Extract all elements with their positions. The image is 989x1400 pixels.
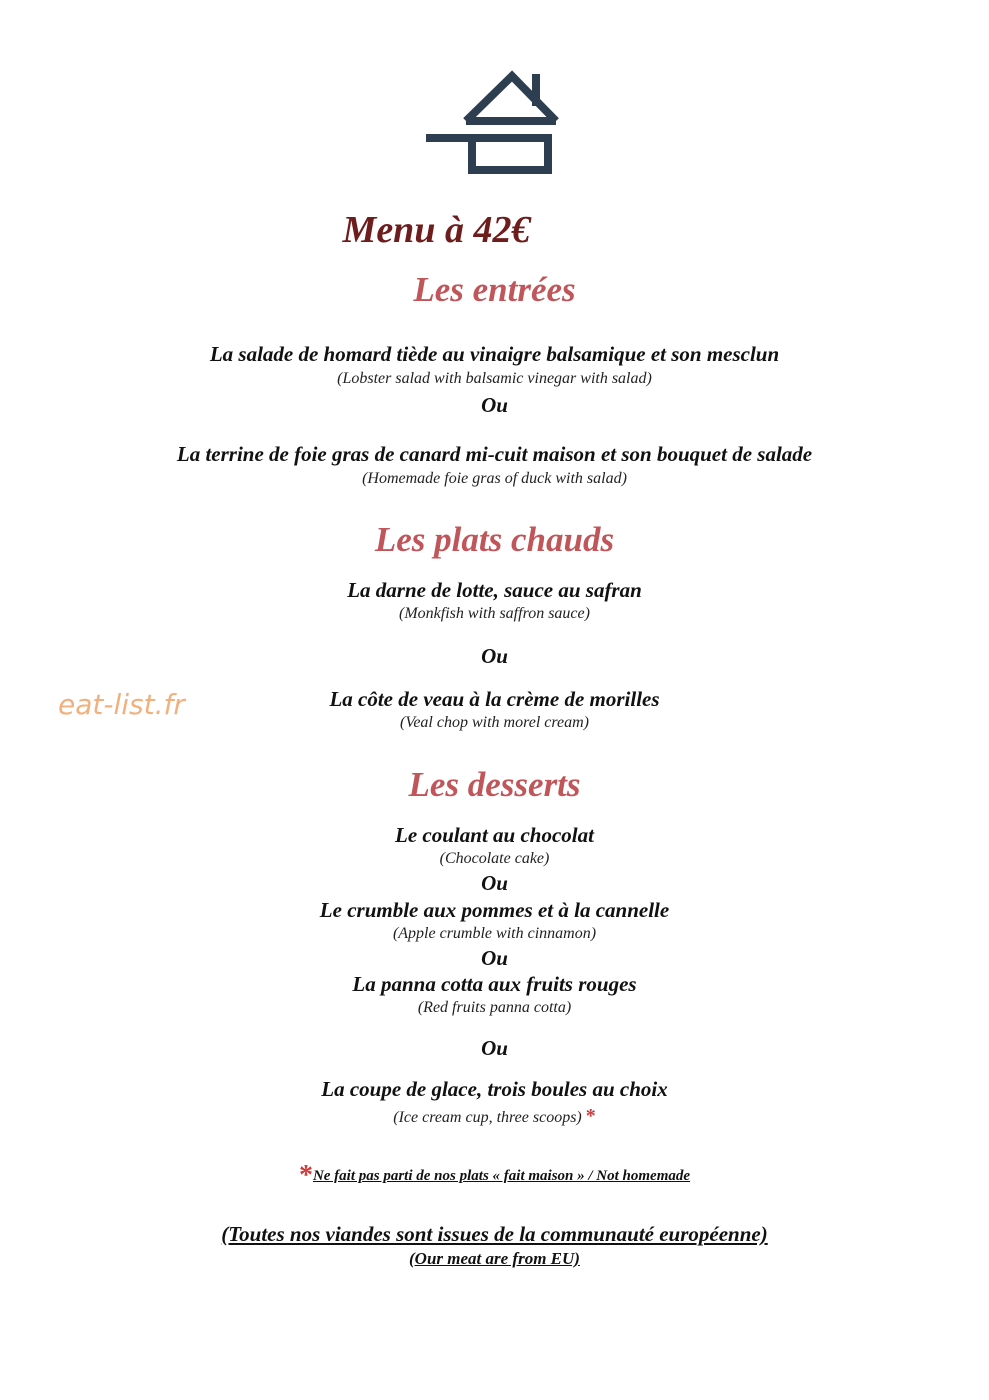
separator-ou: Ou	[481, 644, 508, 668]
separator-ou: Ou	[481, 393, 508, 417]
dish-name: La salade de homard tiède au vinaigre balsamique et son mesclun	[209, 342, 780, 366]
dish-name: La darne de lotte, sauce au safran	[347, 578, 642, 602]
dish-translation: (Ice cream cup, three scoops)	[393, 1109, 582, 1126]
separator-ou: Ou	[481, 1036, 508, 1060]
dish-name: La panna cotta aux fruits rouges	[352, 972, 637, 996]
footnote-text: Ne fait pas parti de nos plats « fait maison » / Not homemade	[312, 1168, 691, 1184]
dish-name: Le coulant au chocolat	[395, 823, 594, 847]
dish-name: La coupe de glace, trois boules au choix	[321, 1077, 668, 1101]
dish-translation: (Homemade foie gras of duck with salad)	[362, 470, 627, 487]
dish-name: La terrine de foie gras de canard mi-cuit maison et son bouquet de salade	[176, 442, 813, 466]
watermark: eat-list.fr	[58, 688, 185, 721]
section-title-entrees: Les entrées	[413, 270, 576, 309]
meat-origin-note: (Toutes nos viandes sont issues de la communauté européenne)	[221, 1222, 768, 1246]
dish-translation: (Red fruits panna cotta)	[417, 999, 572, 1016]
meat-origin-note-en: (Our meat are from EU)	[409, 1249, 580, 1268]
house-label-icon	[426, 66, 562, 176]
section-title-plats: Les plats chauds	[374, 520, 615, 559]
section-title-desserts: Les desserts	[408, 765, 581, 804]
dish-name: La côte de veau à la crème de morilles	[329, 687, 660, 711]
not-homemade-asterisk: *	[585, 1105, 596, 1127]
footnote-asterisk: *	[298, 1160, 313, 1191]
dish-translation: (Veal chop with morel cream)	[400, 714, 589, 731]
footnote-row	[0, 1160, 989, 1192]
dish-translation-row	[0, 1105, 989, 1128]
menu-title: Menu à 42€	[342, 209, 531, 251]
dish-translation: (Apple crumble with cinnamon)	[392, 925, 597, 942]
dish-translation: (Chocolate cake)	[439, 850, 550, 867]
dish-translation: (Lobster salad with balsamic vinegar with salad)	[337, 370, 652, 387]
separator-ou: Ou	[481, 871, 508, 895]
dish-name: Le crumble aux pommes et à la cannelle	[319, 898, 670, 922]
separator-ou: Ou	[481, 946, 508, 970]
dish-translation: (Monkfish with saffron sauce)	[399, 605, 590, 622]
